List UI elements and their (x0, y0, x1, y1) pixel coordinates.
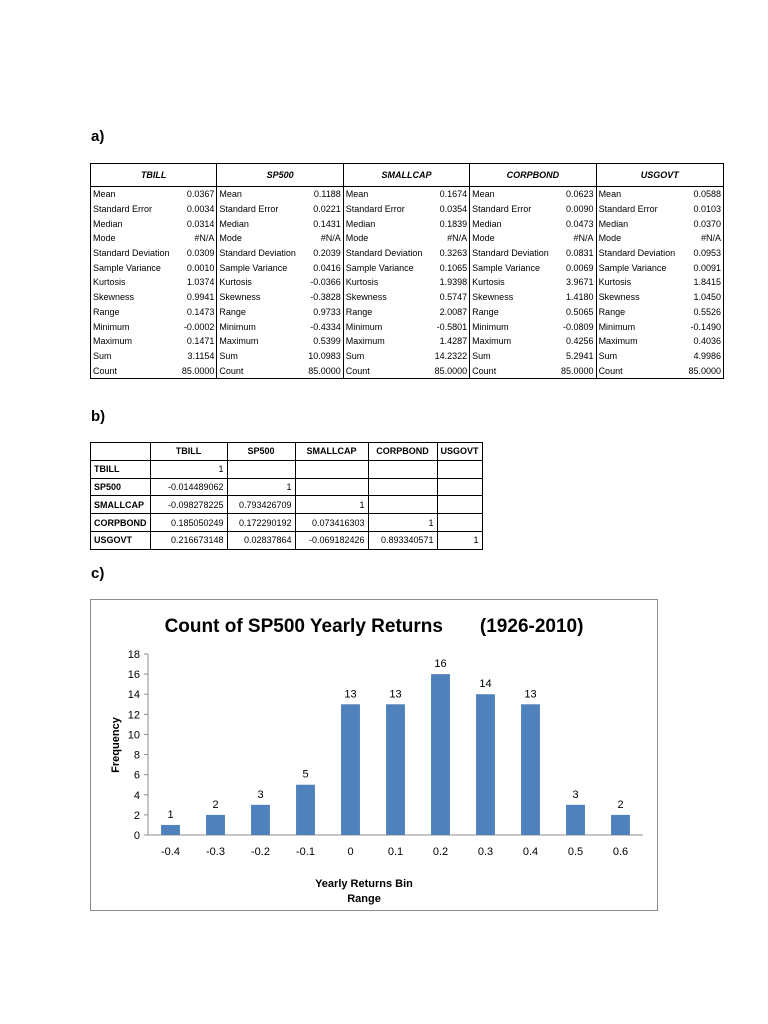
x-axis-title: Range (347, 893, 381, 905)
row-label: Skewness (343, 290, 431, 305)
x-tick-label: 0.1 (387, 846, 404, 858)
table-row (91, 275, 724, 290)
row-label: Minimum (596, 319, 684, 334)
stat-value: 85.0000 (432, 363, 470, 378)
column-header: SMALLCAP (295, 443, 368, 461)
row-label: Minimum (217, 319, 305, 334)
column-header: USGOVT (596, 164, 723, 187)
bar (296, 785, 315, 835)
stat-value: 0.0367 (179, 187, 217, 202)
row-label: Kurtosis (217, 275, 305, 290)
row-label: Sample Variance (91, 260, 179, 275)
correlation-value (437, 460, 482, 478)
row-header: CORPBOND (91, 514, 151, 532)
frequency-bar-chart (91, 600, 659, 912)
row-label: Range (596, 305, 684, 320)
stat-value: 1.8415 (684, 275, 723, 290)
descriptive-table-body (91, 187, 724, 379)
y-tick-label: 6 (133, 769, 140, 782)
stat-value: #N/A (558, 231, 596, 246)
correlation-value (437, 496, 482, 514)
stat-value: 0.4036 (684, 334, 723, 349)
row-label: Mean (217, 187, 305, 202)
column-header: SP500 (227, 443, 295, 461)
row-label: Kurtosis (343, 275, 431, 290)
correlation-value: -0.014489062 (150, 478, 227, 496)
stat-value: 0.0416 (305, 260, 343, 275)
correlation-value: 0.793426709 (227, 496, 295, 514)
column-header: CORPBOND (470, 164, 596, 187)
row-label: Skewness (470, 290, 558, 305)
row-label: Standard Deviation (470, 246, 558, 261)
bar (386, 704, 405, 835)
stat-value: 0.5399 (305, 334, 343, 349)
y-axis-title: Frequency (110, 717, 122, 773)
correlation-value (368, 460, 437, 478)
table-row (91, 363, 724, 378)
stat-value: 5.2941 (558, 349, 596, 364)
row-label: Sum (343, 349, 431, 364)
row-label: Mean (470, 187, 558, 202)
row-label: Mode (343, 231, 431, 246)
correlation-value: 1 (150, 460, 227, 478)
data-label: 13 (389, 688, 402, 701)
correlation-table-body (91, 460, 483, 549)
stat-value: 0.1431 (305, 216, 343, 231)
stat-value: -0.4334 (305, 319, 343, 334)
stat-value: 3.9671 (558, 275, 596, 290)
table-row (91, 231, 724, 246)
stat-value: 0.4256 (558, 334, 596, 349)
data-label: 13 (344, 688, 357, 701)
row-label: Median (470, 216, 558, 231)
stat-value: 0.0010 (179, 260, 217, 275)
column-header: CORPBOND (368, 443, 437, 461)
row-label: Mode (470, 231, 558, 246)
table-header-row (91, 443, 483, 461)
bar (476, 694, 495, 835)
data-label: 3 (257, 788, 264, 801)
stat-value: 0.9733 (305, 305, 343, 320)
row-label: Standard Error (91, 202, 179, 217)
row-label: Standard Deviation (343, 246, 431, 261)
correlation-value: 0.02837864 (227, 531, 295, 549)
chart-frame (90, 599, 658, 911)
correlation-value: -0.098278225 (150, 496, 227, 514)
x-tick-label: -0.4 (161, 846, 180, 858)
bar (521, 704, 540, 835)
bar (341, 704, 360, 835)
row-label: Standard Error (343, 202, 431, 217)
correlation-value: 0.073416303 (295, 514, 368, 532)
stat-value: 0.0354 (432, 202, 470, 217)
stat-value: -0.5801 (432, 319, 470, 334)
row-label: Maximum (596, 334, 684, 349)
stat-value: 0.0370 (684, 216, 723, 231)
stat-value: -0.0809 (558, 319, 596, 334)
stat-value: #N/A (684, 231, 723, 246)
stat-value: 0.9941 (179, 290, 217, 305)
correlation-table (90, 442, 483, 550)
stat-value: 0.0314 (179, 216, 217, 231)
bar (251, 805, 270, 835)
row-label: Sample Variance (343, 260, 431, 275)
stat-value: 0.0034 (179, 202, 217, 217)
stat-value: 1.0374 (179, 275, 217, 290)
stat-value: -0.0002 (179, 319, 217, 334)
correlation-value (437, 514, 482, 532)
row-header: USGOVT (91, 531, 151, 549)
stat-value: 0.0221 (305, 202, 343, 217)
row-label: Count (217, 363, 305, 378)
row-label: Standard Error (217, 202, 305, 217)
data-label: 2 (617, 798, 624, 811)
row-label: Mean (343, 187, 431, 202)
stat-value: 0.5526 (684, 305, 723, 320)
row-label: Sample Variance (217, 260, 305, 275)
row-label: Skewness (91, 290, 179, 305)
stat-value: #N/A (432, 231, 470, 246)
stat-value: 85.0000 (684, 363, 723, 378)
section-label-a: a) (91, 128, 105, 145)
row-label: Maximum (343, 334, 431, 349)
correlation-value: 0.216673148 (150, 531, 227, 549)
table-row (91, 531, 483, 549)
row-label: Range (343, 305, 431, 320)
row-label: Range (91, 305, 179, 320)
row-label: Skewness (217, 290, 305, 305)
section-label-c: c) (91, 565, 105, 582)
correlation-value: 0.172290192 (227, 514, 295, 532)
row-label: Maximum (217, 334, 305, 349)
x-axis-title: Yearly Returns Bin (315, 878, 413, 890)
row-header: TBILL (91, 460, 151, 478)
x-tick-label: -0.1 (296, 846, 315, 858)
stat-value: 0.1674 (432, 187, 470, 202)
data-label: 3 (572, 788, 579, 801)
stat-value: 0.0309 (179, 246, 217, 261)
stat-value: 0.0090 (558, 202, 596, 217)
row-label: Mode (91, 231, 179, 246)
stat-value: 1.0450 (684, 290, 723, 305)
corner-cell (91, 443, 151, 461)
correlation-value (227, 460, 295, 478)
row-label: Sample Variance (470, 260, 558, 275)
bar (611, 815, 630, 835)
y-tick-label: 2 (133, 809, 140, 822)
stat-value: -0.0366 (305, 275, 343, 290)
y-tick-label: 14 (127, 689, 140, 702)
y-tick-label: 16 (127, 669, 140, 682)
stat-value: #N/A (305, 231, 343, 246)
table-row (91, 305, 724, 320)
chart-title: Count of SP500 Yearly Returns (1926-2010) (164, 616, 584, 637)
data-label: 5 (302, 768, 309, 781)
row-label: Median (217, 216, 305, 231)
data-label: 13 (524, 688, 537, 701)
table-row (91, 187, 724, 202)
descriptive-statistics-table (90, 163, 724, 379)
stat-value: 1.9398 (432, 275, 470, 290)
column-header: TBILL (91, 164, 217, 187)
row-label: Kurtosis (91, 275, 179, 290)
row-label: Median (91, 216, 179, 231)
row-label: Mean (91, 187, 179, 202)
correlation-value: 0.185050249 (150, 514, 227, 532)
stat-value: 85.0000 (179, 363, 217, 378)
table-row (91, 216, 724, 231)
stat-value: 10.0983 (305, 349, 343, 364)
y-tick-label: 18 (127, 649, 140, 661)
correlation-value: 1 (295, 496, 368, 514)
stat-value: 4.9986 (684, 349, 723, 364)
row-label: Count (343, 363, 431, 378)
stat-value: #N/A (179, 231, 217, 246)
row-label: Range (470, 305, 558, 320)
x-tick-label: 0.2 (432, 846, 449, 858)
table-row (91, 334, 724, 349)
y-tick-label: 0 (133, 830, 140, 842)
table-row (91, 290, 724, 305)
row-label: Kurtosis (596, 275, 684, 290)
stat-value: 85.0000 (558, 363, 596, 378)
correlation-value (295, 478, 368, 496)
stat-value: 0.1471 (179, 334, 217, 349)
table-row (91, 202, 724, 217)
stat-value: 14.2322 (432, 349, 470, 364)
row-label: Median (596, 216, 684, 231)
correlation-value (368, 496, 437, 514)
row-label: Minimum (470, 319, 558, 334)
stat-value: 0.5065 (558, 305, 596, 320)
stat-value: 0.0623 (558, 187, 596, 202)
stat-value: 0.0069 (558, 260, 596, 275)
column-header: USGOVT (437, 443, 482, 461)
x-tick-label: 0 (347, 846, 354, 858)
y-tick-label: 8 (133, 749, 140, 762)
row-label: Range (217, 305, 305, 320)
row-label: Standard Deviation (596, 246, 684, 261)
stat-value: 3.1154 (179, 349, 217, 364)
column-header: SMALLCAP (343, 164, 469, 187)
row-label: Sample Variance (596, 260, 684, 275)
stat-value: 1.4180 (558, 290, 596, 305)
y-tick-label: 10 (127, 729, 140, 742)
correlation-value (437, 478, 482, 496)
stat-value: 0.2039 (305, 246, 343, 261)
stat-value: 2.0087 (432, 305, 470, 320)
row-label: Median (343, 216, 431, 231)
x-tick-label: -0.3 (206, 846, 225, 858)
table-row (91, 246, 724, 261)
row-label: Sum (91, 349, 179, 364)
stat-value: 0.0473 (558, 216, 596, 231)
data-label: 16 (434, 658, 447, 671)
table-row (91, 496, 483, 514)
row-label: Mode (596, 231, 684, 246)
x-tick-label: 0.5 (567, 846, 584, 858)
stat-value: 0.1188 (305, 187, 343, 202)
stat-value: 0.1065 (432, 260, 470, 275)
table-row (91, 478, 483, 496)
row-label: Standard Deviation (217, 246, 305, 261)
row-label: Count (470, 363, 558, 378)
row-label: Mode (217, 231, 305, 246)
row-label: Maximum (91, 334, 179, 349)
correlation-value (295, 460, 368, 478)
y-tick-label: 4 (133, 789, 140, 802)
row-header: SMALLCAP (91, 496, 151, 514)
row-label: Count (596, 363, 684, 378)
bar (431, 674, 450, 835)
data-label: 1 (167, 808, 174, 821)
correlation-value: 1 (227, 478, 295, 496)
row-label: Minimum (343, 319, 431, 334)
table-row (91, 319, 724, 334)
section-label-b: b) (91, 408, 106, 425)
bar (161, 825, 180, 835)
x-tick-label: -0.2 (251, 846, 270, 858)
x-tick-label: 0.3 (477, 846, 494, 858)
correlation-value: 1 (368, 514, 437, 532)
stat-value: 0.1473 (179, 305, 217, 320)
row-label: Maximum (470, 334, 558, 349)
stat-value: 0.0588 (684, 187, 723, 202)
column-header: TBILL (150, 443, 227, 461)
column-header: SP500 (217, 164, 343, 187)
row-label: Sum (217, 349, 305, 364)
row-label: Count (91, 363, 179, 378)
data-label: 2 (212, 798, 219, 811)
stat-value: 0.3263 (432, 246, 470, 261)
y-tick-label: 12 (127, 709, 140, 722)
stat-value: 0.0831 (558, 246, 596, 261)
bar (566, 805, 585, 835)
stat-value: -0.1490 (684, 319, 723, 334)
x-tick-label: 0.4 (522, 846, 539, 858)
table-row (91, 349, 724, 364)
row-label: Standard Deviation (91, 246, 179, 261)
table-header-row (91, 164, 724, 187)
data-label: 14 (479, 678, 492, 691)
row-label: Standard Error (470, 202, 558, 217)
stat-value: -0.3828 (305, 290, 343, 305)
correlation-value: 0.893340571 (368, 531, 437, 549)
table-row (91, 514, 483, 532)
stat-value: 0.1839 (432, 216, 470, 231)
table-row (91, 260, 724, 275)
x-tick-label: 0.6 (612, 846, 629, 858)
row-label: Minimum (91, 319, 179, 334)
stat-value: 0.0103 (684, 202, 723, 217)
bar (206, 815, 225, 835)
correlation-value: -0.069182426 (295, 531, 368, 549)
row-label: Kurtosis (470, 275, 558, 290)
row-label: Standard Error (596, 202, 684, 217)
stat-value: 1.4287 (432, 334, 470, 349)
row-header: SP500 (91, 478, 151, 496)
row-label: Sum (470, 349, 558, 364)
table-row (91, 460, 483, 478)
row-label: Mean (596, 187, 684, 202)
stat-value: 85.0000 (305, 363, 343, 378)
correlation-value (368, 478, 437, 496)
row-label: Skewness (596, 290, 684, 305)
stat-value: 0.5747 (432, 290, 470, 305)
row-label: Sum (596, 349, 684, 364)
stat-value: 0.0953 (684, 246, 723, 261)
correlation-value: 1 (437, 531, 482, 549)
stat-value: 0.0091 (684, 260, 723, 275)
